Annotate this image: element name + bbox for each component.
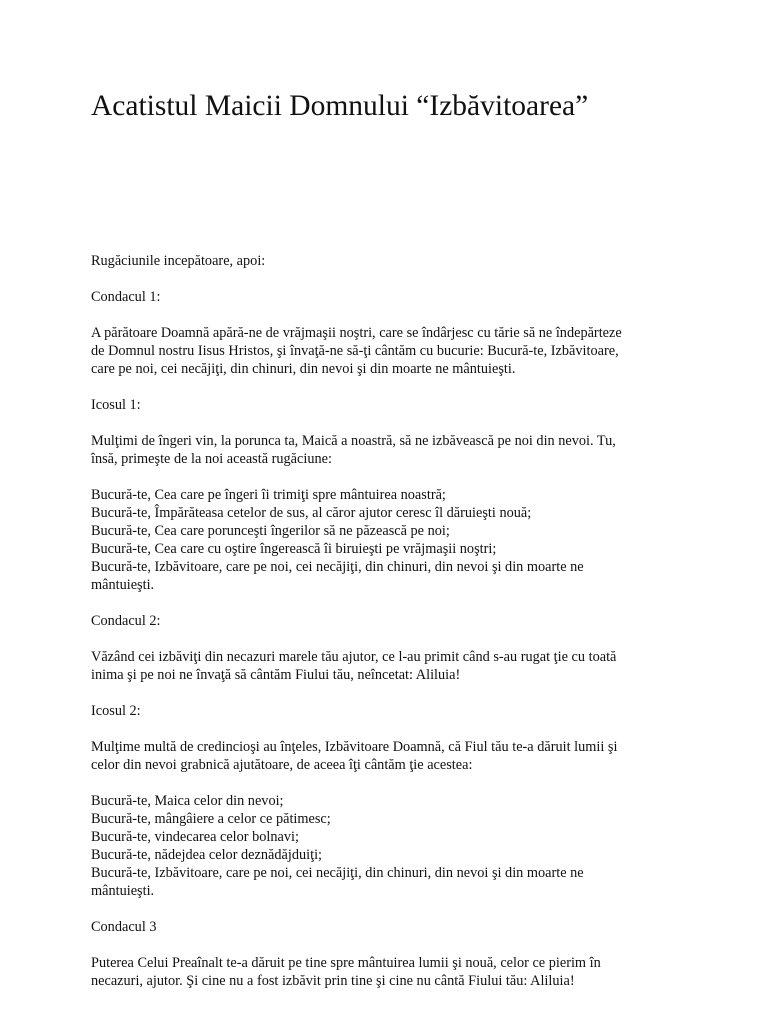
paragraph [91, 918, 691, 936]
paragraph [91, 702, 691, 720]
text-line: Bucură-te, vindecarea celor bolnavi; [91, 829, 299, 845]
paragraph [91, 486, 691, 594]
text-line: A părătoare Doamnă apără-ne de vrăjmaşii noştri, care se îndârjesc cu tărie să ne îndepărteze [91, 325, 622, 341]
text-line: Bucură-te, Izbăvitoare, care pe noi, cei necăjiţi, din chinuri, din nevoi şi din moarte ne [91, 559, 584, 575]
text-line: Mulţime multă de credincioşi au înţeles, Izbăvitoare Doamnă, că Fiul tău te-a dăruit lumii şi [91, 739, 618, 755]
text-line: celor din nevoi grabnică ajutătoare, de aceea îţi cântăm ţie acestea: [91, 757, 473, 773]
text-line: Condacul 2: [91, 613, 161, 629]
text-line: Condacul 1: [91, 289, 161, 305]
text-line: Rugăciunile incepătoare, apoi: [91, 253, 266, 269]
text-line: Bucură-te, Cea care porunceşti îngerilor să ne păzească pe noi; [91, 523, 450, 539]
paragraph [91, 432, 691, 468]
document-body [91, 252, 691, 1008]
text-line: Puterea Celui Preaînalt te-a dăruit pe tine spre mântuirea lumii şi nouă, celor ce pierim în [91, 955, 601, 971]
paragraph [91, 954, 691, 990]
text-line: Bucură-te, mângâiere a celor ce pătimesc; [91, 811, 331, 827]
paragraph [91, 252, 691, 270]
text-line: Bucură-te, Maica celor din nevoi; [91, 793, 284, 809]
paragraph [91, 396, 691, 414]
text-line: Icosul 2: [91, 703, 141, 719]
text-line: Bucură-te, nădejdea celor deznădăjduiţi; [91, 847, 323, 863]
text-line: însă, primeşte de la noi această rugăciune: [91, 451, 332, 467]
text-line: care pe noi, cei necăjiţi, din chinuri, din nevoi şi din moarte ne mântuieşti. [91, 361, 516, 377]
paragraph [91, 288, 691, 306]
paragraph [91, 648, 691, 684]
text-line: Bucură-te, Împărăteasa cetelor de sus, al căror ajutor ceresc îl dăruieşti nouă; [91, 505, 532, 521]
paragraph [91, 324, 691, 378]
text-line: Bucură-te, Cea care cu oştire îngerească îi biruieşti pe vrăjmaşii noştri; [91, 541, 497, 557]
document-title: Acatistul Maicii Domnului “Izbăvitoarea” [91, 90, 589, 122]
text-line: Bucură-te, Izbăvitoare, care pe noi, cei necăjiţi, din chinuri, din nevoi şi din moarte ne [91, 865, 584, 881]
text-line: mântuieşti. [91, 883, 155, 899]
paragraph [91, 612, 691, 630]
text-line: Condacul 3 [91, 919, 157, 935]
text-line: Mulţimi de îngeri vin, la porunca ta, Maică a noastră, să ne izbăvească pe noi din nevoi. Tu, [91, 433, 616, 449]
text-line: Văzând cei izbăviţi din necazuri marele tău ajutor, ce l-au primit când s-au rugat ţie cu toată [91, 649, 617, 665]
text-line: necazuri, ajutor. Şi cine nu a fost izbăvit prin tine şi cine nu cântă Fiului tău: Aliluia! [91, 973, 575, 989]
text-line: inima şi pe noi ne învaţă să cântăm Fiului tău, neîncetat: Aliluia! [91, 667, 461, 683]
text-line: Bucură-te, Cea care pe îngeri îi trimiţi spre mântuirea noastră; [91, 487, 446, 503]
paragraph [91, 738, 691, 774]
text-line: de Domnul nostru Iisus Hristos, şi învaţă-ne să-ţi cântăm cu bucurie: Bucură-te, Izbăvitoare, [91, 343, 619, 359]
text-line: Icosul 1: [91, 397, 141, 413]
paragraph [91, 792, 691, 900]
text-line: mântuieşti. [91, 577, 155, 593]
